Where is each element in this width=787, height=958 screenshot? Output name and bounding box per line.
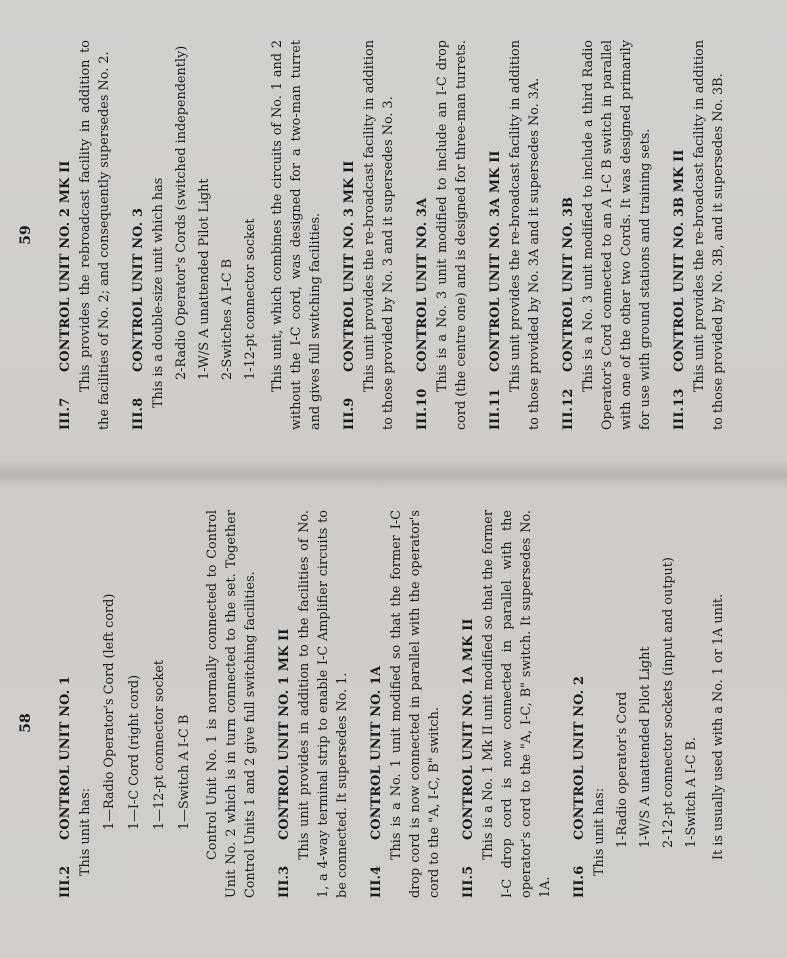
section-title: CONTROL UNIT NO. 2 [572, 675, 587, 840]
section-number: III.11 [488, 388, 503, 430]
section-heading [570, 510, 589, 898]
section-number: III.5 [461, 865, 476, 898]
section-body: It is usually used with a No. 1 or 1A unit. [711, 593, 726, 860]
section-heading [56, 510, 75, 898]
component-list [611, 510, 703, 898]
section-title: CONTROL UNIT NO. 1 MK II [277, 628, 292, 840]
section-number: III.2 [58, 865, 73, 898]
section-lead: This is a double-size unit which has [151, 177, 166, 408]
list-item: 2-Radio Operator's Cords (switched independently) [174, 45, 189, 380]
section-title: CONTROL UNIT NO. 1A [369, 665, 384, 840]
section-iii-7 [56, 40, 114, 430]
list-item: 1-W/S A unattended Pilot Light [197, 178, 212, 380]
section-iii-3 [275, 510, 352, 898]
section-title: CONTROL UNIT NO. 3 MK II [342, 160, 357, 372]
section-title: CONTROL UNIT NO. 3 [131, 207, 146, 372]
section-heading [275, 510, 294, 898]
section-body: This is a No. 3 unit modified to include a third Radio Operator's Cord connected to an A I-C B switch in parallel with one of the other two Cords. It was designed primarily for use with ground stations and training sets. [581, 40, 653, 430]
section-heading [670, 40, 689, 430]
section-body: This is a No. 1 unit modified so that the former I-C drop cord is now connected in parallel with the operator's cord to the "A, I-C, B" switch. [389, 510, 442, 898]
section-iii-9 [340, 40, 398, 430]
section-heading [56, 40, 75, 430]
section-heading [367, 510, 386, 898]
section-title: CONTROL UNIT NO. 3A [415, 197, 430, 372]
component-list [170, 40, 262, 430]
section-iii-6 [570, 510, 728, 898]
list-item: 1-12-pt connector socket [243, 218, 258, 380]
section-body: This is a No. 3 unit modified to include an I-C drop cord (the centre one) and is designed for three-man turrets. [435, 40, 469, 430]
page-58 [0, 488, 787, 958]
list-item: 2-12-pt connector sockets (input and output) [661, 557, 676, 848]
section-title: CONTROL UNIT NO. 2 MK II [58, 160, 73, 372]
section-title: CONTROL UNIT NO. 3B [561, 196, 576, 372]
section-heading [459, 510, 478, 898]
section-number: III.6 [572, 865, 587, 898]
section-heading [486, 40, 505, 430]
section-number: III.12 [561, 388, 576, 430]
section-lead: This unit has: [78, 787, 93, 876]
section-number: III.3 [277, 865, 292, 898]
component-list [97, 510, 197, 898]
section-body: This unit, which combines the circuits of No. 1 and 2 without the I-C cord, was designed for a two-man turret and gives full switching facilities. [270, 40, 323, 430]
list-item: 1—I-C Cord (right cord) [127, 674, 142, 830]
section-body: This provides the rebroadcast facility in addition to the facilities of No. 2; and consequently supersedes No. 2. [78, 40, 112, 430]
section-title: CONTROL UNIT NO. 1 [58, 675, 73, 840]
list-item: 1—12-pt connector socket [152, 660, 167, 830]
section-body: This unit provides in addition to the facilities of No. 1, a 4-way terminal strip to enable I-C Amplifier circuits to be connected. It supersedes No. 1. [297, 510, 350, 898]
list-item: 1—Radio Operator's Cord (left cord) [102, 593, 117, 830]
section-heading [340, 40, 359, 430]
section-iii-8 [129, 40, 325, 430]
section-title: CONTROL UNIT NO. 3B MK II [672, 149, 687, 372]
section-iii-2 [56, 510, 260, 898]
section-iii-4 [367, 510, 444, 898]
section-title: CONTROL UNIT NO. 3A MK II [488, 150, 503, 372]
section-number: III.4 [369, 865, 384, 898]
list-item: 1-Switch A I-C B. [684, 737, 699, 848]
section-iii-12 [559, 40, 655, 430]
section-number: III.9 [342, 397, 357, 430]
section-body: This unit provides the re-broadcast facility in addition to those provided by No. 3B, and it supersedes No. 3B. [692, 40, 726, 430]
section-body: This is a No. 1 Mk II unit modified so that the former I-C drop cord is now connected in parallel with the operator's cord to the "A, I-C, B" switch. It supersedes No. 1A. [481, 510, 553, 898]
page-number: 59 [18, 225, 34, 245]
section-number: III.7 [58, 397, 73, 430]
section-iii-5 [459, 510, 555, 898]
section-heading [129, 40, 148, 430]
list-item: 1-Radio operator's Cord [615, 691, 630, 848]
section-iii-10 [413, 40, 471, 430]
section-body: Control Unit No. 1 is normally connected to Control Unit No. 2 which is in turn connected to the set. Together Control Units 1 and 2 give full switching facilities. [205, 510, 258, 898]
section-number: III.13 [672, 388, 687, 430]
list-item: 2-Switches A I-C B [220, 259, 235, 380]
section-lead: This unit has: [592, 787, 607, 876]
section-heading [559, 40, 578, 430]
section-body: This unit provides the re-broadcast facility in addition to those provided by No. 3A and it supersedes No. 3A. [508, 40, 542, 430]
section-number: III.8 [131, 397, 146, 430]
section-iii-13 [670, 40, 728, 430]
section-iii-11 [486, 40, 544, 430]
page-59 [0, 0, 787, 470]
list-item: 1—Switch A I-C B [177, 714, 192, 830]
page-number: 58 [18, 713, 34, 733]
section-body: This unit provides the re-broadcast facility in addition to those provided by No. 3 and it supersedes No. 3. [362, 40, 396, 430]
section-heading [413, 40, 432, 430]
section-number: III.10 [415, 388, 430, 430]
list-item: 1-W/S A unattended Pilot Light [638, 646, 653, 848]
section-title: CONTROL UNIT NO. 1A MK II [461, 618, 476, 840]
